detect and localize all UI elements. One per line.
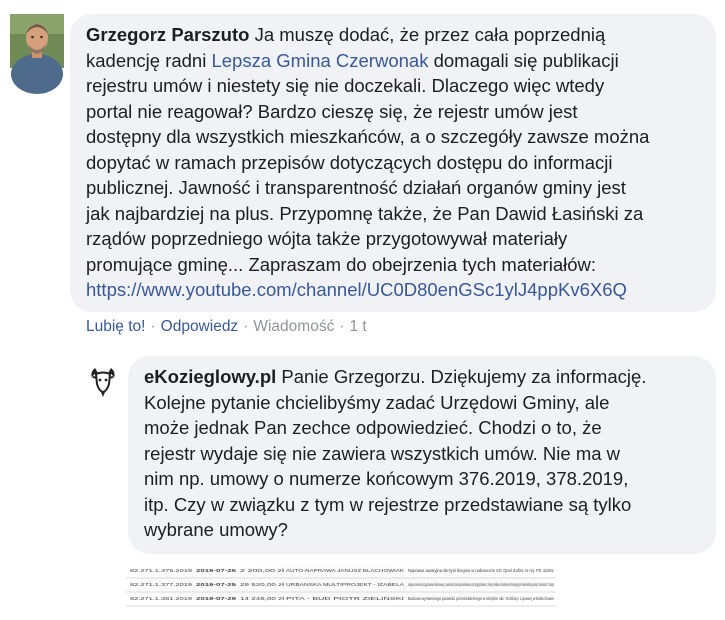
table-cell: 2 200,00 zł [240, 568, 284, 573]
comment-timestamp[interactable]: 1 t [349, 318, 367, 335]
separator: · [150, 318, 156, 335]
comment-line: rządów poprzedniego wójta także przygotowywał materiały [86, 228, 568, 249]
reply-author-link[interactable]: eKozieglowy.pl [144, 366, 277, 387]
table-cell: Budowa wymiennego parasolu przeciwbieżnego w obrębie ulic: Krótkiej i Lipowej w Bolechowie [408, 596, 555, 601]
table-cell: 2019-07-25 [196, 582, 237, 587]
mention-link[interactable]: Lepsza Gmina Czerwonak [211, 49, 429, 71]
youtube-channel-link[interactable]: https://www.youtube.com/channel/UC0D80enGSc1ylJ4ppKv6X6Q [86, 279, 627, 300]
comment-line: publicznej. Jawność i transparentność działań organów gminy jest [86, 177, 626, 198]
comment-line: dopytać w ramach przepisów dotyczących dostępu do informacji [86, 151, 613, 173]
table-cell: 82.271.1.377.2019 [130, 582, 193, 587]
table-cell: usługa w zakresie przygotowania reklamowego, zawartości promocji reklamowej oraz przygotowanie 1 strony reklamy w biuletynie informacyjnym mieszkańców gminy Czerwonak "Z wizytą [408, 582, 555, 587]
comment-line [86, 48, 704, 74]
comment-line: promujące gminę... Zapraszam do obejrzenia tych materiałów: [86, 253, 597, 275]
reply-line: nim np. umowy o numerze końcowym 376.2019, 378.2019, [144, 468, 629, 489]
author-avatar[interactable] [10, 14, 64, 68]
separator: · [243, 318, 249, 335]
table-cell: Naprawa awaryjna skrzyni biegów w radiowozie SG Opel Zafira nr rej. PZ 42281 [408, 568, 555, 573]
reply-text: Panie Grzegorzu. Dziękujemy za informację. [276, 366, 647, 387]
comment-text: kadencję radni [86, 49, 212, 71]
reply-button[interactable]: Odpowiedz [160, 318, 239, 335]
table-cell: 2019-07-25 [196, 568, 237, 573]
table-cell: 82.271.1.375.2019 [130, 568, 193, 573]
attached-register-image[interactable] [126, 560, 556, 608]
reply-line: rejestr wydaje się nie zawiera wszystkich umów. Nie ma w [144, 442, 621, 464]
table-cell: 14 246,00 zł [240, 596, 284, 601]
table-cell: URBANSKA MULTIPROJEKT - IZABELA [286, 582, 406, 587]
reply-line: Kolejne pytanie chcielibyśmy zadać Urzędowi Gminy, ale [144, 391, 610, 413]
table-cell: AUTO-NAPRAWA JANUSZ BLACHOWIAK [286, 568, 406, 573]
comment-actions [86, 318, 367, 336]
table-cell: 82.271.1.381.2019 [130, 596, 193, 601]
reply-line: itp. Czy w związku z tym w rejestrze przedstawiane są tylko [144, 493, 632, 515]
reply-line: może jednak Pan zechce odpowiedzieć. Chodzi o to, że [144, 417, 602, 438]
separator: · [339, 318, 345, 335]
comment-line [86, 22, 704, 48]
comment-line: portal nie reagował? Bardzo cieszę się, że rejestr umów jest [86, 100, 578, 122]
comment-text: Ja muszę dodać, że przez cała poprzednią [249, 24, 606, 45]
comment-line: dostępny dla wszystkich mieszkańców, a o szczegóły zawsze można [86, 126, 650, 147]
comment-line: rejestru umów i niestety się nie doczekali. Dlaczego więc wtedy [86, 75, 605, 96]
table-cell: 29 520,00 zł [240, 582, 284, 587]
message-button[interactable]: Wiadomość [253, 318, 335, 335]
comment-author-link[interactable]: Grzegorz Parszuto [86, 24, 250, 45]
page-avatar-goat-icon[interactable] [86, 364, 120, 398]
reply-line: wybrane umowy? [144, 519, 288, 540]
table-cell: PITA - BUD PIOTR ZIELIŃSKI [286, 596, 348, 601]
comment-line [86, 277, 704, 303]
like-button[interactable]: Lubię to! [86, 318, 146, 335]
reply-bubble [128, 356, 716, 554]
comment-text: domagali się publikacji [428, 49, 619, 71]
reply-line [144, 364, 704, 390]
comment-bubble [70, 14, 716, 312]
comment-line: jak najbardziej na plus. Przypomnę także, że Pan Dawid Łasiński za [86, 202, 644, 224]
table-cell: 2019-07-29 [196, 596, 237, 601]
